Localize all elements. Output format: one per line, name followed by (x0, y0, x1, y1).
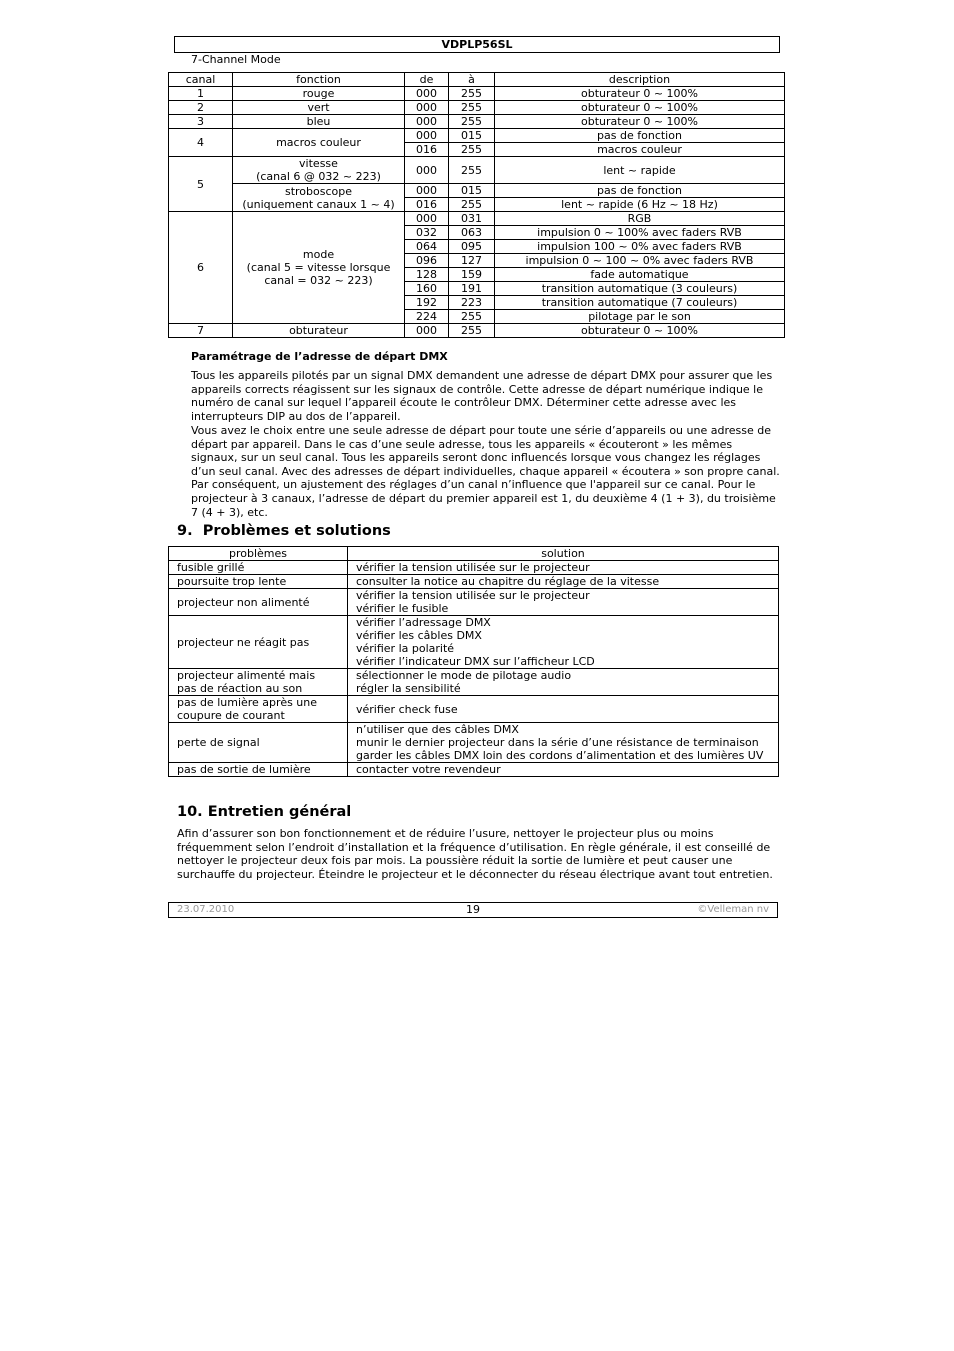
document-header-model: VDPLP56SL (174, 36, 780, 53)
solution-cell (348, 616, 779, 669)
troubleshooting-table (168, 546, 779, 777)
fonction-line: stroboscope (284, 184, 353, 198)
cell-canal: 7 (169, 324, 233, 338)
fonction-line: (canal 5 = vitesse lorsque (246, 261, 391, 274)
cell-de: 192 (405, 296, 449, 310)
cell-description: obturateur 0 ~ 100% (495, 101, 785, 115)
cell-a: 255 (449, 198, 495, 212)
cell-fonction: bleu (233, 115, 405, 129)
solution-line: contacter votre revendeur (356, 763, 501, 776)
cell-de: 000 (405, 212, 449, 226)
cell-canal: 6 (169, 212, 233, 324)
cell-a: 255 (449, 310, 495, 324)
solution-cell (348, 575, 779, 589)
fonction-line: (canal 6 @ 032 ~ 223) (256, 170, 381, 183)
col-header-problems: problèmes (169, 547, 348, 561)
cell-description: pas de fonction (495, 184, 785, 198)
problem-line: projecteur non alimenté (177, 595, 310, 609)
solution-line: vérifier le fusible (356, 602, 449, 615)
problem-line: coupure de courant (177, 709, 285, 722)
section-10-heading (177, 804, 351, 820)
table-row (169, 101, 785, 115)
solution-line: sélectionner le mode de pilotage audio (356, 669, 572, 682)
problem-line: fusible grillé (177, 561, 245, 574)
cell-de: 000 (405, 129, 449, 143)
solution-line: vérifier la tension utilisée sur le projecteur (356, 589, 590, 602)
cell-description: pas de fonction (495, 129, 785, 143)
solution-cell (348, 723, 779, 763)
table-row (169, 129, 785, 143)
table-row (169, 157, 785, 184)
col-header-de: de (405, 73, 449, 87)
cell-de: 000 (405, 157, 449, 184)
table-header-row (169, 547, 779, 561)
col-header-fonction: fonction (233, 73, 405, 87)
problem-cell (169, 669, 348, 696)
fonction-line: (uniquement canaux 1 ~ 4) (242, 197, 395, 211)
table-row (169, 184, 785, 198)
problem-cell (169, 763, 348, 777)
table-row (169, 669, 779, 696)
dmx-channel-table (168, 72, 785, 338)
col-header-canal: canal (169, 73, 233, 87)
maintenance-paragraph: Afin d’assurer son bon fonctionnement et de réduire l’usure, nettoyer le projecteur plus ou moins fréquemment selon l’endroit d’installation et la fréquence d’utilisation. En règle générale, il est conseillé de nettoyer le projecteur deux fois par mois. La poussière réduit la sortie de lumière et peut causer une surchauffe du projecteur. Éteindre le projecteur et le déconnecter du réseau électrique avant tout entretien. (177, 827, 773, 881)
solution-line: vérifier la tension utilisée sur le projecteur (356, 561, 590, 574)
cell-a: 191 (449, 282, 495, 296)
solution-line: vérifier les câbles DMX (356, 629, 482, 642)
cell-fonction (233, 184, 405, 212)
solution-line: vérifier l’adressage DMX (356, 616, 491, 629)
col-header-description: description (495, 73, 785, 87)
cell-description: impulsion 0 ~ 100 ~ 0% avec faders RVB (495, 254, 785, 268)
cell-de: 000 (405, 184, 449, 198)
cell-a: 255 (449, 324, 495, 338)
problem-cell (169, 589, 348, 616)
table-row (169, 561, 779, 575)
problem-cell (169, 561, 348, 575)
fonction-line: canal = 032 ~ 223) (264, 274, 373, 287)
cell-a: 255 (449, 143, 495, 157)
cell-description: transition automatique (3 couleurs) (495, 282, 785, 296)
solution-line: consulter la notice au chapitre du réglage de la vitesse (356, 575, 660, 588)
page-number: 19 (466, 903, 480, 916)
cell-description: lent ~ rapide (495, 157, 785, 184)
cell-de: 000 (405, 87, 449, 101)
cell-fonction: macros couleur (233, 129, 405, 157)
problem-cell (169, 723, 348, 763)
cell-description: fade automatique (495, 268, 785, 282)
fonction-line: vitesse (299, 157, 338, 170)
cell-de: 000 (405, 324, 449, 338)
problem-line: pas de lumière après une (177, 696, 318, 709)
cell-description: obturateur 0 ~ 100% (495, 324, 785, 338)
table-row (169, 324, 785, 338)
cell-description: RGB (495, 212, 785, 226)
cell-a: 255 (449, 101, 495, 115)
table-row (169, 763, 779, 777)
solution-line: vérifier l’indicateur DMX sur l’afficheur LCD (356, 655, 595, 668)
cell-a: 015 (449, 184, 495, 198)
solution-cell (348, 589, 779, 616)
section-title: Entretien général (207, 804, 352, 820)
cell-canal: 1 (169, 87, 233, 101)
solution-line: garder les câbles DMX loin des cordons d’alimentation et des lumières UV (356, 749, 764, 762)
cell-a: 255 (449, 87, 495, 101)
table-row (169, 87, 785, 101)
cell-de: 096 (405, 254, 449, 268)
table-row (169, 212, 785, 226)
cell-de: 000 (405, 101, 449, 115)
cell-description: obturateur 0 ~ 100% (495, 87, 785, 101)
cell-canal: 4 (169, 129, 233, 157)
cell-fonction: obturateur (233, 324, 405, 338)
table-row (169, 589, 779, 616)
cell-de: 016 (405, 143, 449, 157)
cell-a: 095 (449, 240, 495, 254)
cell-description: obturateur 0 ~ 100% (495, 115, 785, 129)
problem-line: perte de signal (177, 736, 260, 749)
cell-de: 160 (405, 282, 449, 296)
col-header-solution: solution (348, 547, 779, 561)
footer-copyright: ©Velleman nv (697, 904, 769, 915)
solution-line: n’utiliser que des câbles DMX (356, 723, 519, 736)
cell-canal: 5 (169, 157, 233, 212)
problem-line: pas de réaction au son (177, 682, 303, 695)
solution-line: vérifier check fuse (356, 702, 458, 716)
cell-fonction: rouge (233, 87, 405, 101)
cell-de: 000 (405, 115, 449, 129)
dmx-address-paragraph-1: Tous les appareils pilotés par un signal DMX demandent une adresse de départ DMX pour assurer que les appareils corrects réagissent sur les signaux de contrôle. Cette adresse de départ numérique indique le numéro de canal sur lequel l’appareil écoute le contrôleur DMX. Déterminer cette adresse avec les interrupteurs DIP au dos de l’appareil. (191, 369, 773, 423)
col-header-a: à (449, 73, 495, 87)
cell-a: 015 (449, 129, 495, 143)
solution-line: munir le dernier projecteur dans la série d’une résistance de terminaison (356, 736, 759, 749)
cell-canal: 2 (169, 101, 233, 115)
section-9-heading (177, 523, 391, 539)
cell-a: 255 (449, 115, 495, 129)
cell-fonction (233, 157, 405, 184)
dmx-address-paragraph-2: Vous avez le choix entre une seule adresse de départ pour toute une série d’appareils ou une adresse de départ par appareil. Dans le cas d’une seule adresse, tous les appareils « écouteront » les mêmes signaux, sur un seul canal. Tous les appareils seront donc influencés lorsque vous changez les réglages d’un seul canal. Avec des adresses de départ individuelles, chaque appareil « écoutera » son propre canal. Par conséquent, un ajustement des réglages d’un canal n’influence que l'appareil sur ce canal. Pour le projecteur à 3 canaux, l’adresse de départ du premier appareil est 1, du deuxième 4 (1 + 3), du troisième 7 (4 + 3), etc. (191, 424, 780, 519)
fonction-line: mode (302, 248, 335, 261)
cell-description: transition automatique (7 couleurs) (495, 296, 785, 310)
table-row (169, 575, 779, 589)
cell-fonction: vert (233, 101, 405, 115)
cell-a: 031 (449, 212, 495, 226)
problem-cell (169, 696, 348, 723)
cell-a: 063 (449, 226, 495, 240)
cell-de: 016 (405, 198, 449, 212)
solution-line: vérifier la polarité (356, 642, 455, 655)
table-header-row (169, 73, 785, 87)
cell-description: macros couleur (495, 143, 785, 157)
cell-canal: 3 (169, 115, 233, 129)
cell-de: 032 (405, 226, 449, 240)
cell-de: 128 (405, 268, 449, 282)
problem-line: poursuite trop lente (177, 575, 287, 588)
solution-cell (348, 561, 779, 575)
dmx-address-heading: Paramétrage de l’adresse de départ DMX (191, 350, 448, 363)
section-title: Problèmes et solutions (202, 523, 391, 539)
problem-line: pas de sortie de lumière (177, 763, 311, 776)
table-row (169, 115, 785, 129)
problem-cell (169, 575, 348, 589)
cell-description: pilotage par le son (495, 310, 785, 324)
solution-cell (348, 669, 779, 696)
cell-de: 224 (405, 310, 449, 324)
page-footer (168, 902, 778, 918)
cell-description: impulsion 0 ~ 100% avec faders RVB (495, 226, 785, 240)
problem-cell (169, 616, 348, 669)
table-row (169, 616, 779, 669)
cell-fonction (233, 212, 405, 324)
cell-a: 255 (449, 157, 495, 184)
cell-a: 223 (449, 296, 495, 310)
solution-cell (348, 696, 779, 723)
solution-line: régler la sensibilité (356, 682, 461, 695)
table-row (169, 723, 779, 763)
section-number: 9. (177, 523, 193, 539)
table-row (169, 696, 779, 723)
problem-line: projecteur alimenté mais (177, 669, 316, 682)
section-number: 10. (177, 804, 203, 820)
cell-a: 127 (449, 254, 495, 268)
cell-description: impulsion 100 ~ 0% avec faders RVB (495, 240, 785, 254)
cell-de: 064 (405, 240, 449, 254)
footer-date: 23.07.2010 (177, 904, 235, 915)
mode-title: 7-Channel Mode (191, 53, 281, 66)
cell-description: lent ~ rapide (6 Hz ~ 18 Hz) (495, 198, 785, 212)
solution-cell (348, 763, 779, 777)
problem-line: projecteur ne réagit pas (177, 635, 310, 649)
cell-a: 159 (449, 268, 495, 282)
